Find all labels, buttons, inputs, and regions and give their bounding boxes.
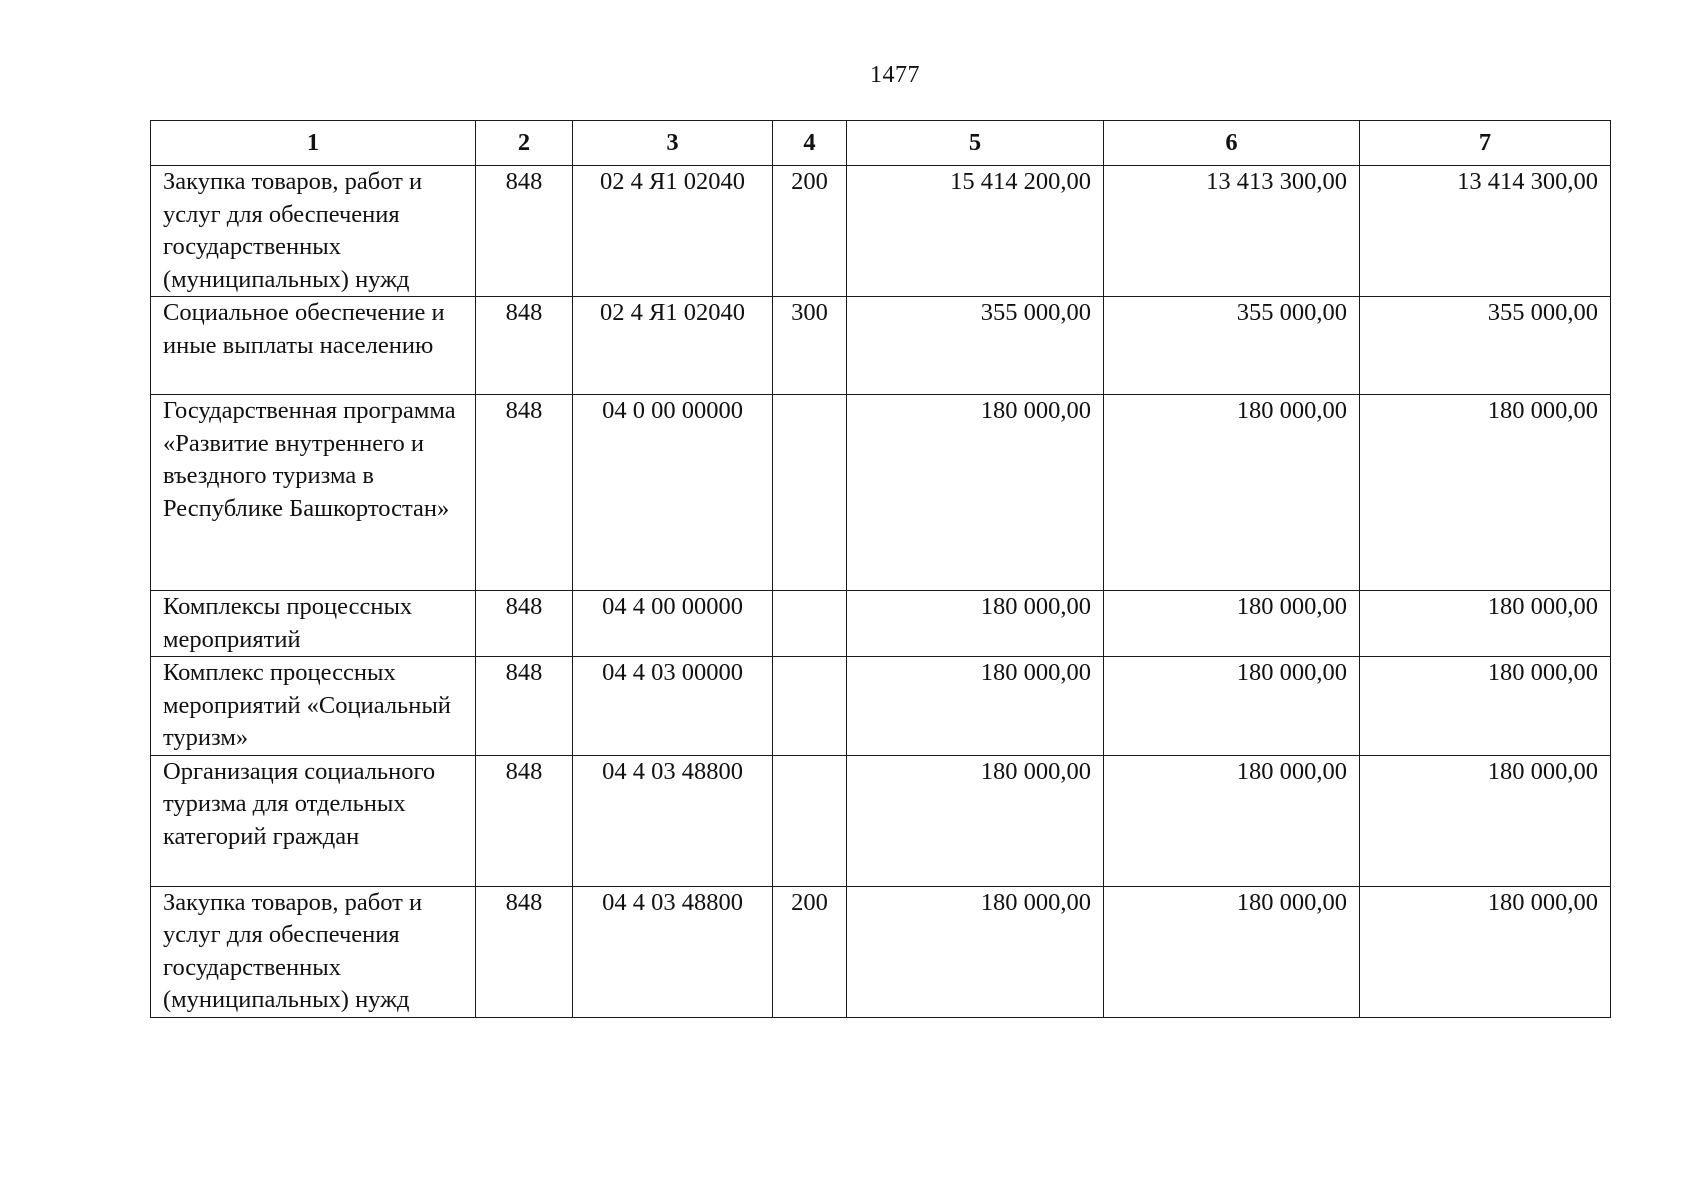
amount-col7-cell: 13 414 300,00 xyxy=(1360,166,1611,297)
expense-type-cell: 300 xyxy=(773,297,847,395)
table-row xyxy=(151,297,1611,395)
expense-type-cell xyxy=(773,395,847,591)
ministry-code-cell: 848 xyxy=(476,297,573,395)
amount-col5-cell: 180 000,00 xyxy=(847,591,1104,657)
amount-col6-cell: 13 413 300,00 xyxy=(1104,166,1360,297)
amount-col5-cell: 180 000,00 xyxy=(847,755,1104,886)
expense-type-cell xyxy=(773,755,847,886)
amount-col5-cell: 180 000,00 xyxy=(847,657,1104,756)
target-article-cell: 04 0 00 00000 xyxy=(573,395,773,591)
table-row xyxy=(151,395,1611,591)
amount-col5-cell: 355 000,00 xyxy=(847,297,1104,395)
row-name-cell: Закупка товаров, работ и услуг для обеспечения государственных (муниципальных) нужд xyxy=(151,886,476,1017)
column-header-2: 2 xyxy=(476,121,573,166)
expense-type-cell xyxy=(773,657,847,756)
row-name-cell: Комплекс процессных мероприятий «Социальный туризм» xyxy=(151,657,476,756)
ministry-code-cell: 848 xyxy=(476,657,573,756)
ministry-code-cell: 848 xyxy=(476,755,573,886)
table-row xyxy=(151,755,1611,886)
amount-col7-cell: 180 000,00 xyxy=(1360,657,1611,756)
target-article-cell: 04 4 03 48800 xyxy=(573,886,773,1017)
expense-type-cell: 200 xyxy=(773,886,847,1017)
row-name-cell: Закупка товаров, работ и услуг для обеспечения государственных (муниципальных) нужд xyxy=(151,166,476,297)
row-name-cell: Государственная программа «Развитие внутреннего и въездного туризма в Республике Башкортостан» xyxy=(151,395,476,591)
ministry-code-cell: 848 xyxy=(476,591,573,657)
column-header-1: 1 xyxy=(151,121,476,166)
amount-col6-cell: 355 000,00 xyxy=(1104,297,1360,395)
table-row xyxy=(151,591,1611,657)
amount-col5-cell: 180 000,00 xyxy=(847,395,1104,591)
amount-col7-cell: 355 000,00 xyxy=(1360,297,1611,395)
target-article-cell: 04 4 03 48800 xyxy=(573,755,773,886)
budget-table xyxy=(150,120,1611,1018)
amount-col7-cell: 180 000,00 xyxy=(1360,755,1611,886)
page-number: 1477 xyxy=(870,62,920,88)
column-header-4: 4 xyxy=(773,121,847,166)
amount-col7-cell: 180 000,00 xyxy=(1360,395,1611,591)
column-header-7: 7 xyxy=(1360,121,1611,166)
row-name-cell: Комплексы процессных мероприятий xyxy=(151,591,476,657)
amount-col5-cell: 15 414 200,00 xyxy=(847,166,1104,297)
expense-type-cell xyxy=(773,591,847,657)
table-header-row xyxy=(151,121,1611,166)
amount-col7-cell: 180 000,00 xyxy=(1360,886,1611,1017)
column-header-5: 5 xyxy=(847,121,1104,166)
target-article-cell: 04 4 03 00000 xyxy=(573,657,773,756)
amount-col6-cell: 180 000,00 xyxy=(1104,395,1360,591)
table-row xyxy=(151,886,1611,1017)
table-row xyxy=(151,166,1611,297)
column-header-6: 6 xyxy=(1104,121,1360,166)
target-article-cell: 02 4 Я1 02040 xyxy=(573,166,773,297)
row-name-cell: Организация социального туризма для отдельных категорий граждан xyxy=(151,755,476,886)
ministry-code-cell: 848 xyxy=(476,886,573,1017)
row-name-cell: Социальное обеспечение и иные выплаты населению xyxy=(151,297,476,395)
amount-col5-cell: 180 000,00 xyxy=(847,886,1104,1017)
expense-type-cell: 200 xyxy=(773,166,847,297)
amount-col6-cell: 180 000,00 xyxy=(1104,886,1360,1017)
target-article-cell: 04 4 00 00000 xyxy=(573,591,773,657)
amount-col6-cell: 180 000,00 xyxy=(1104,657,1360,756)
amount-col7-cell: 180 000,00 xyxy=(1360,591,1611,657)
amount-col6-cell: 180 000,00 xyxy=(1104,591,1360,657)
table-row xyxy=(151,657,1611,756)
ministry-code-cell: 848 xyxy=(476,395,573,591)
amount-col6-cell: 180 000,00 xyxy=(1104,755,1360,886)
target-article-cell: 02 4 Я1 02040 xyxy=(573,297,773,395)
column-header-3: 3 xyxy=(573,121,773,166)
ministry-code-cell: 848 xyxy=(476,166,573,297)
